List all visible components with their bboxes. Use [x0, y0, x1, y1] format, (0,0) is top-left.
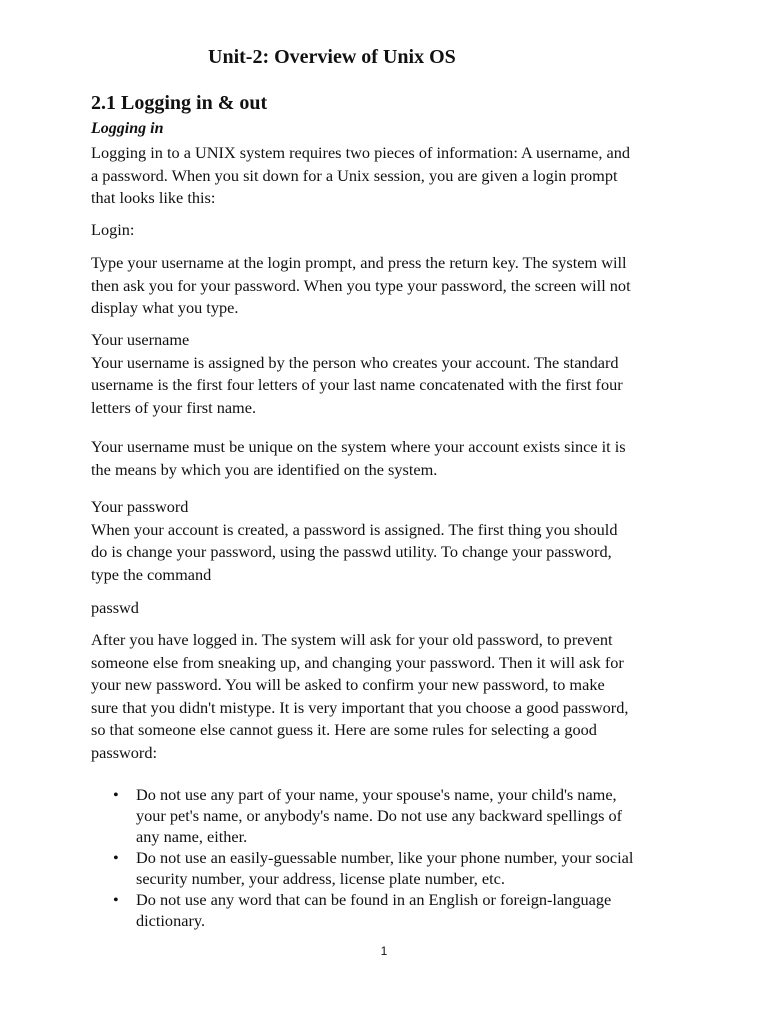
- list-item: [91, 784, 711, 847]
- password-rules-list: [91, 784, 711, 931]
- password-section: [91, 496, 691, 586]
- text-line: any name, either.: [136, 827, 248, 846]
- text-line: passwd: [91, 598, 139, 617]
- intro-paragraph: [91, 142, 691, 210]
- text-line: type the command: [91, 564, 212, 584]
- passwd-command: [91, 597, 691, 620]
- bullet-icon: •: [113, 848, 119, 867]
- text-line: the means by which you are identified on the system.: [91, 459, 438, 479]
- section-heading: 2.1 Logging in & out: [91, 92, 268, 114]
- text-line: When your account is created, a password is assigned. The first thing you should: [91, 519, 618, 539]
- text-line: username is the first four letters of your last name concatenated with the first four: [91, 375, 623, 394]
- password-heading: Your password: [91, 497, 189, 516]
- text-line: letters of your first name.: [91, 397, 257, 417]
- page-number: 1: [380, 944, 388, 958]
- list-item: [91, 847, 711, 889]
- text-line: After you have logged in. The system will ask for your old password, to prevent: [91, 630, 613, 649]
- after-login-paragraph: [91, 629, 691, 764]
- text-line: Login:: [91, 220, 135, 239]
- list-item: [91, 889, 711, 931]
- login-prompt-example: [91, 219, 691, 242]
- text-line: password:: [91, 742, 158, 762]
- text-line: Do not use an easily-guessable number, like your phone number, your social: [136, 848, 634, 867]
- text-line: that looks like this:: [91, 188, 216, 207]
- bullet-icon: •: [113, 785, 119, 804]
- text-line: security number, your address, license plate number, etc.: [136, 869, 505, 888]
- username-section: [91, 329, 691, 419]
- subheading-logging-in: Logging in: [91, 120, 164, 137]
- username-unique-paragraph: [91, 436, 691, 481]
- text-line: your pet's name, or anybody's name. Do not use any backward spellings of: [136, 806, 623, 825]
- text-line: do is change your password, using the passwd utility. To change your password,: [91, 542, 612, 561]
- text-line: sure that you didn't mistype. It is very important that you choose a good password,: [91, 697, 629, 717]
- text-line: a password. When you sit down for a Unix session, you are given a login prompt: [91, 165, 618, 185]
- page-title: Unit-2: Overview of Unix OS: [208, 46, 456, 68]
- text-line: Your username is assigned by the person who creates your account. The standard: [91, 352, 619, 372]
- text-line: Your username must be unique on the system where your account exists since it is: [91, 437, 626, 456]
- text-line: someone else from sneaking up, and changing your password. Then it will ask for: [91, 652, 624, 672]
- username-heading: Your username: [91, 330, 190, 349]
- text-line: Do not use any part of your name, your spouse's name, your child's name,: [136, 785, 617, 804]
- text-line: Logging in to a UNIX system requires two pieces of information: A username, and: [91, 143, 630, 162]
- text-line: Do not use any word that can be found in an English or foreign-language: [136, 890, 612, 909]
- type-username-paragraph: [91, 252, 691, 320]
- bullet-icon: •: [113, 890, 119, 909]
- text-line: display what you type.: [91, 298, 239, 317]
- text-line: Type your username at the login prompt, and press the return key. The system will: [91, 253, 627, 272]
- text-line: dictionary.: [136, 911, 206, 930]
- text-line: then ask you for your password. When you type your password, the screen will not: [91, 275, 631, 295]
- text-line: so that someone else cannot guess it. Here are some rules for selecting a good: [91, 720, 597, 739]
- text-line: your new password. You will be asked to confirm your new password, to make: [91, 675, 605, 694]
